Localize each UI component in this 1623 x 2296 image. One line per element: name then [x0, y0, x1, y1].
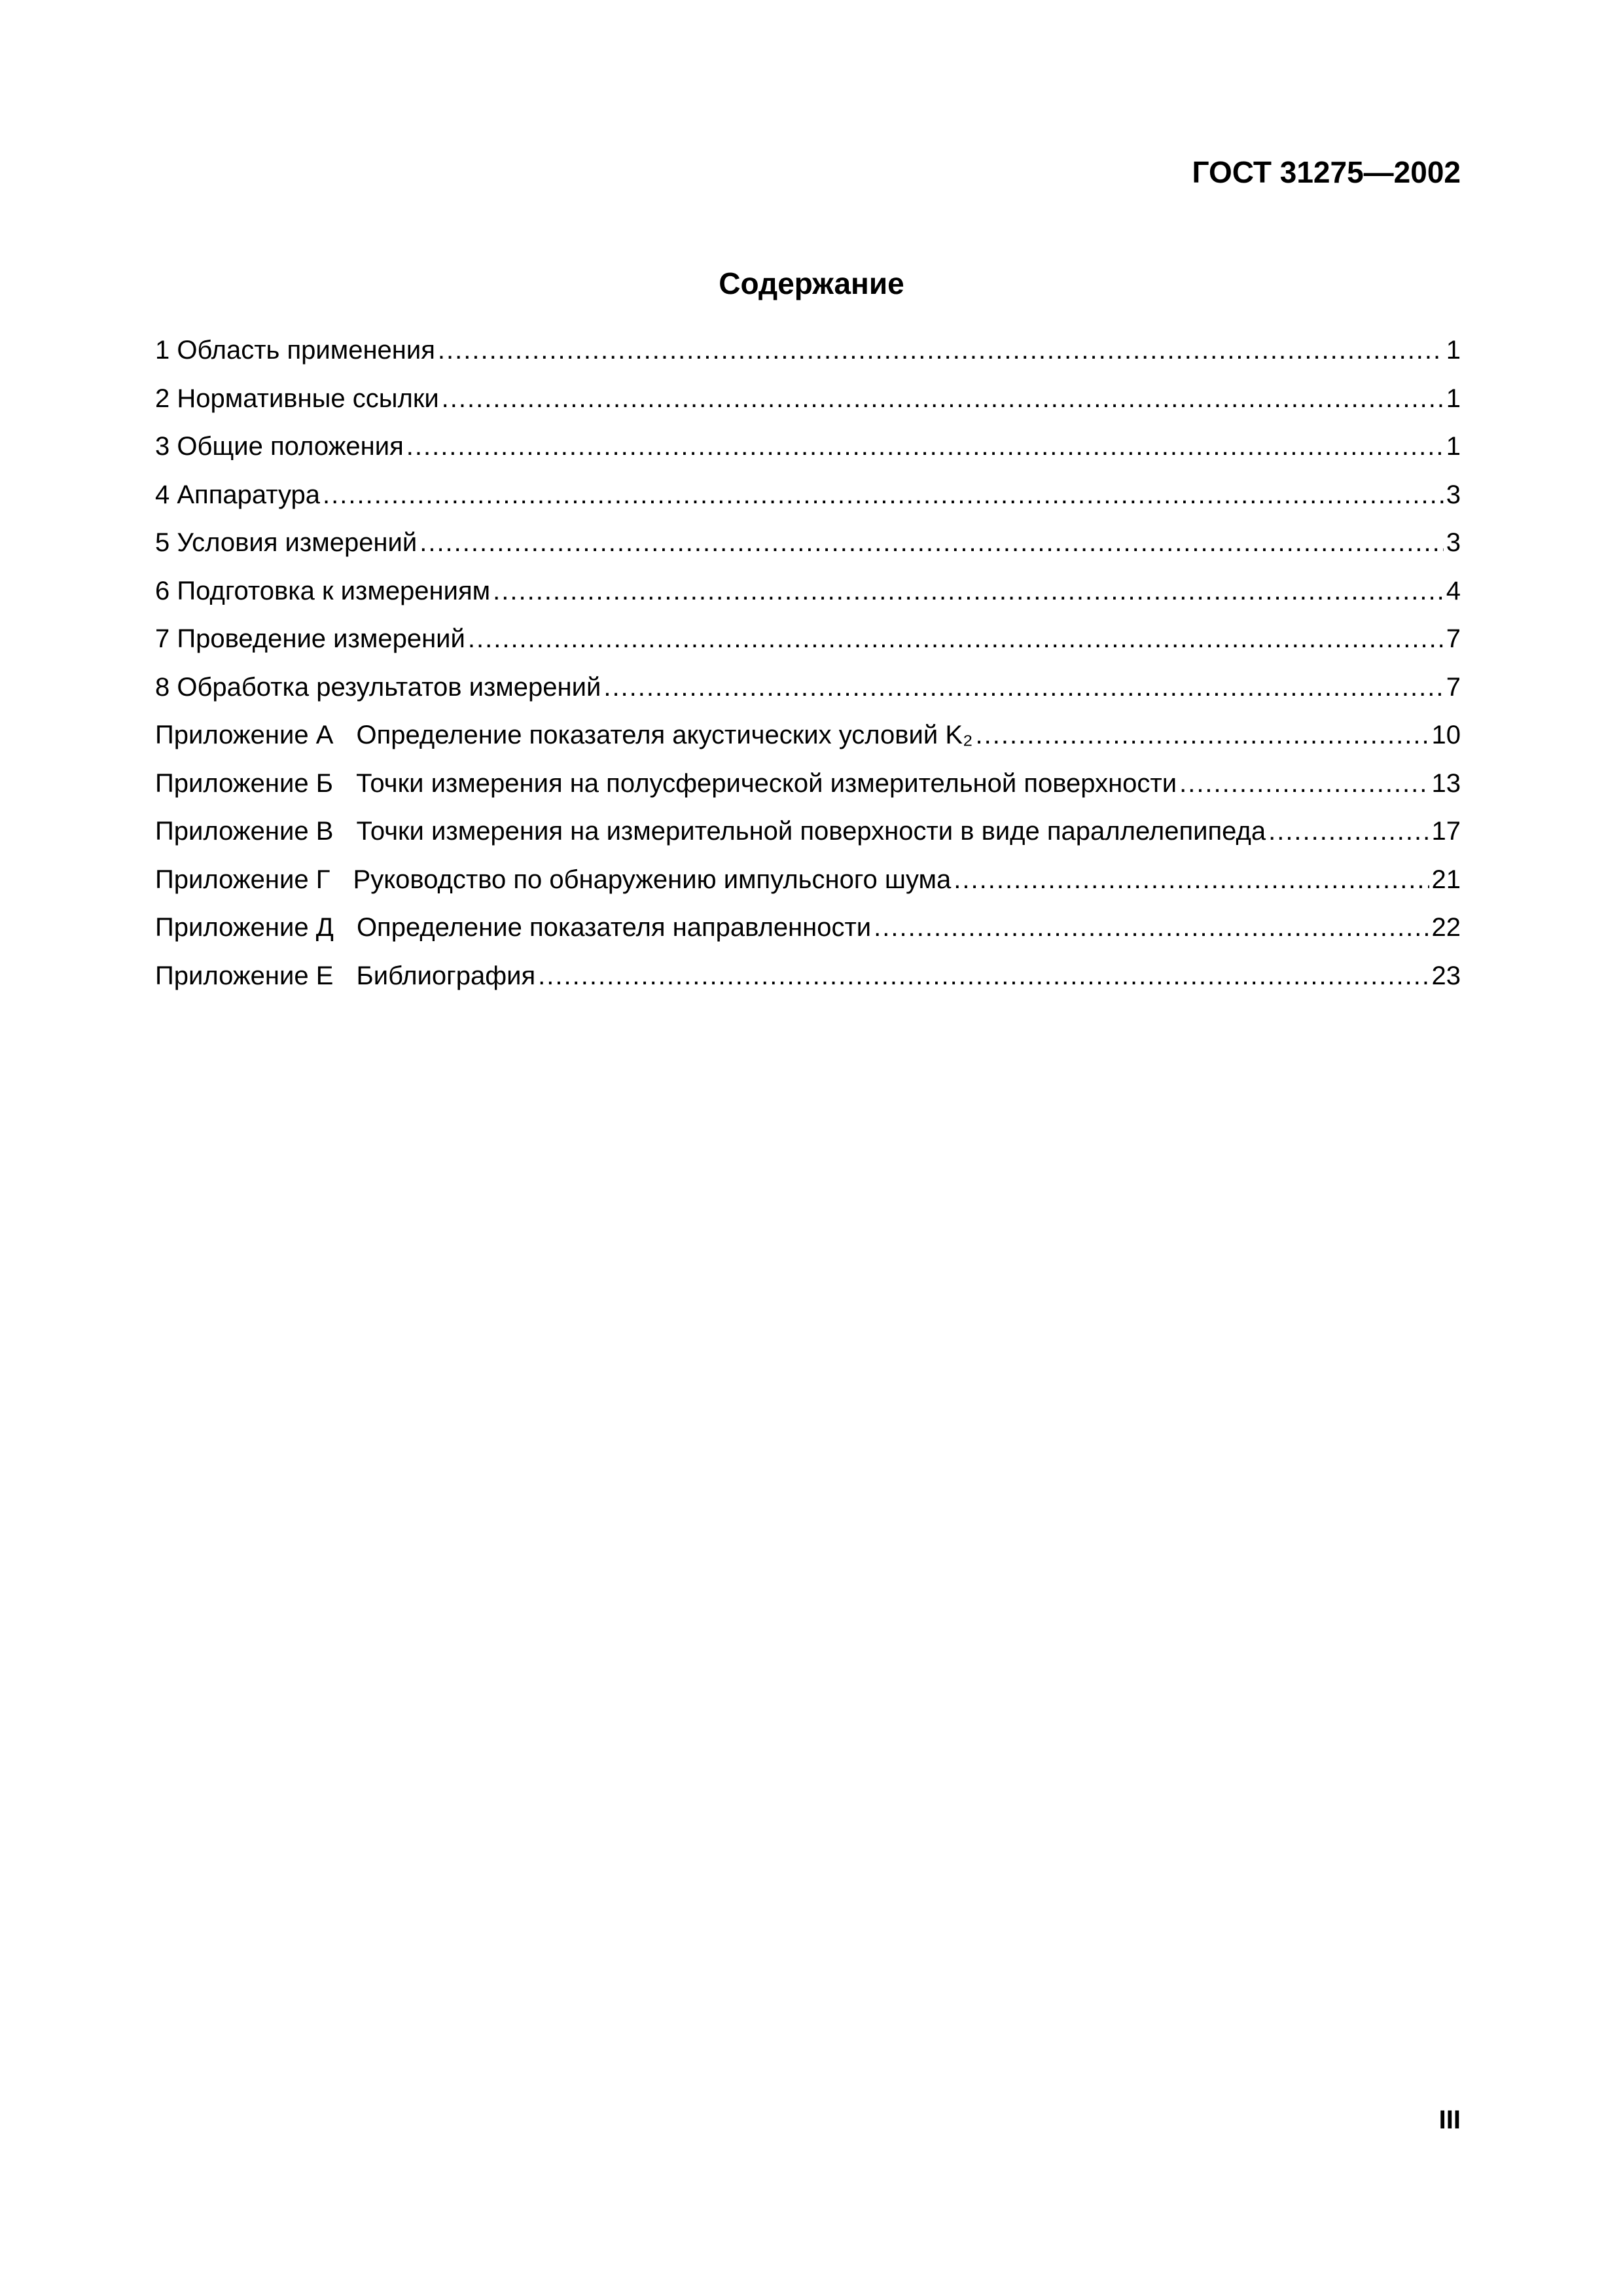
page-number: III: [1438, 2106, 1461, 2134]
toc-entry-number: 2: [155, 384, 170, 413]
toc-leader-dots: [976, 719, 1429, 751]
toc-leader-dots: [468, 622, 1444, 655]
toc-appendix-label: Приложение Е: [155, 961, 334, 990]
toc-entry-title: Общие положения: [177, 432, 404, 461]
toc-entry-title: Определение показателя направленности: [356, 913, 872, 942]
toc-entry-label: [155, 334, 435, 367]
toc-entry-page: 22: [1431, 913, 1461, 942]
toc-entry-number: 1: [155, 336, 170, 365]
toc-entry-title: Условия измерений: [177, 528, 418, 557]
toc-leader-dots: [874, 911, 1429, 944]
toc-entry-title: Библиография: [356, 961, 536, 990]
toc-entry-number: 8: [155, 672, 170, 702]
toc-entry-appendix-g[interactable]: [155, 863, 1461, 912]
document-code: ГОСТ 31275—2002: [1192, 155, 1461, 189]
toc-entry-page: 13: [1431, 768, 1461, 798]
toc-entry-label: [155, 719, 973, 751]
toc-leader-dots: [603, 671, 1443, 704]
toc-entry-page: 3: [1446, 528, 1461, 557]
toc-entry-label: [155, 960, 535, 992]
toc-appendix-label: Приложение Д: [155, 913, 334, 942]
toc-entry-5[interactable]: [155, 526, 1461, 575]
toc-entry-number: 5: [155, 528, 170, 557]
toc-entry-label: [155, 575, 490, 607]
toc-entry-page: 17: [1431, 817, 1461, 846]
toc-entry-number: 3: [155, 432, 170, 461]
toc-entry-title: Подготовка к измерениям: [177, 576, 491, 605]
toc-entry-appendix-a[interactable]: [155, 719, 1461, 767]
toc-entry-page: 7: [1446, 672, 1461, 702]
toc-appendix-label: Приложение А: [155, 721, 334, 749]
toc-entry-number: 7: [155, 624, 170, 653]
toc-entry-page: 21: [1431, 865, 1461, 894]
toc-entry-label: [155, 430, 404, 463]
toc-entry-title: Область применения: [177, 336, 435, 365]
toc-entry-page: 4: [1446, 576, 1461, 605]
toc-entry-label: [155, 863, 951, 896]
toc-entry-4[interactable]: [155, 478, 1461, 527]
toc-entry-title: Аппаратура: [177, 480, 321, 509]
toc-leader-dots: [493, 575, 1444, 607]
toc-entry-6[interactable]: [155, 575, 1461, 623]
toc-entry-appendix-v[interactable]: [155, 815, 1461, 863]
toc-leader-dots: [538, 960, 1429, 992]
toc-entry-number: 4: [155, 480, 170, 509]
toc-leader-dots: [419, 526, 1444, 559]
toc-entry-label: [155, 478, 320, 511]
toc-appendix-label: Приложение Г: [155, 865, 330, 894]
toc-entry-page: 23: [1431, 961, 1461, 990]
table-of-contents: [155, 334, 1461, 1007]
toc-entry-7[interactable]: [155, 622, 1461, 671]
toc-entry-number: 6: [155, 576, 170, 605]
toc-entry-label: [155, 622, 465, 655]
toc-entry-title: Определение показателя акустических условий K₂: [356, 721, 973, 749]
toc-entry-page: 1: [1446, 432, 1461, 461]
toc-entry-appendix-e[interactable]: [155, 960, 1461, 1008]
toc-entry-page: 1: [1446, 384, 1461, 413]
toc-leader-dots: [1268, 815, 1429, 848]
toc-entry-page: 1: [1446, 336, 1461, 365]
toc-entry-label: [155, 671, 601, 704]
toc-entry-page: 10: [1431, 721, 1461, 749]
toc-leader-dots: [1179, 767, 1429, 800]
toc-entry-title: Точки измерения на измерительной поверхности в виде параллелепипеда: [356, 817, 1266, 846]
toc-entry-label: [155, 815, 1266, 848]
toc-entry-3[interactable]: [155, 430, 1461, 478]
toc-leader-dots: [323, 478, 1444, 511]
toc-entry-page: 3: [1446, 480, 1461, 509]
toc-entry-8[interactable]: [155, 671, 1461, 719]
toc-entry-label: [155, 382, 439, 415]
toc-entry-title: Обработка результатов измерений: [177, 672, 601, 702]
toc-entry-label: [155, 767, 1177, 800]
toc-entry-1[interactable]: [155, 334, 1461, 382]
toc-appendix-label: Приложение Б: [155, 768, 333, 798]
toc-entry-title: Проведение измерений: [177, 624, 465, 653]
toc-entry-title: Точки измерения на полусферической измерительной поверхности: [356, 768, 1177, 798]
toc-title: Содержание: [719, 266, 904, 300]
toc-leader-dots: [442, 382, 1444, 415]
toc-leader-dots: [406, 430, 1444, 463]
toc-appendix-label: Приложение В: [155, 817, 334, 846]
toc-entry-2[interactable]: [155, 382, 1461, 431]
toc-entry-page: 7: [1446, 624, 1461, 653]
toc-entry-appendix-d[interactable]: [155, 911, 1461, 960]
toc-entry-title: Нормативные ссылки: [177, 384, 439, 413]
toc-leader-dots: [954, 863, 1429, 896]
toc-entry-label: [155, 526, 417, 559]
toc-leader-dots: [438, 334, 1444, 367]
toc-entry-label: [155, 911, 871, 944]
toc-entry-appendix-b[interactable]: [155, 767, 1461, 816]
toc-entry-title: Руководство по обнаружению импульсного шума: [353, 865, 952, 894]
